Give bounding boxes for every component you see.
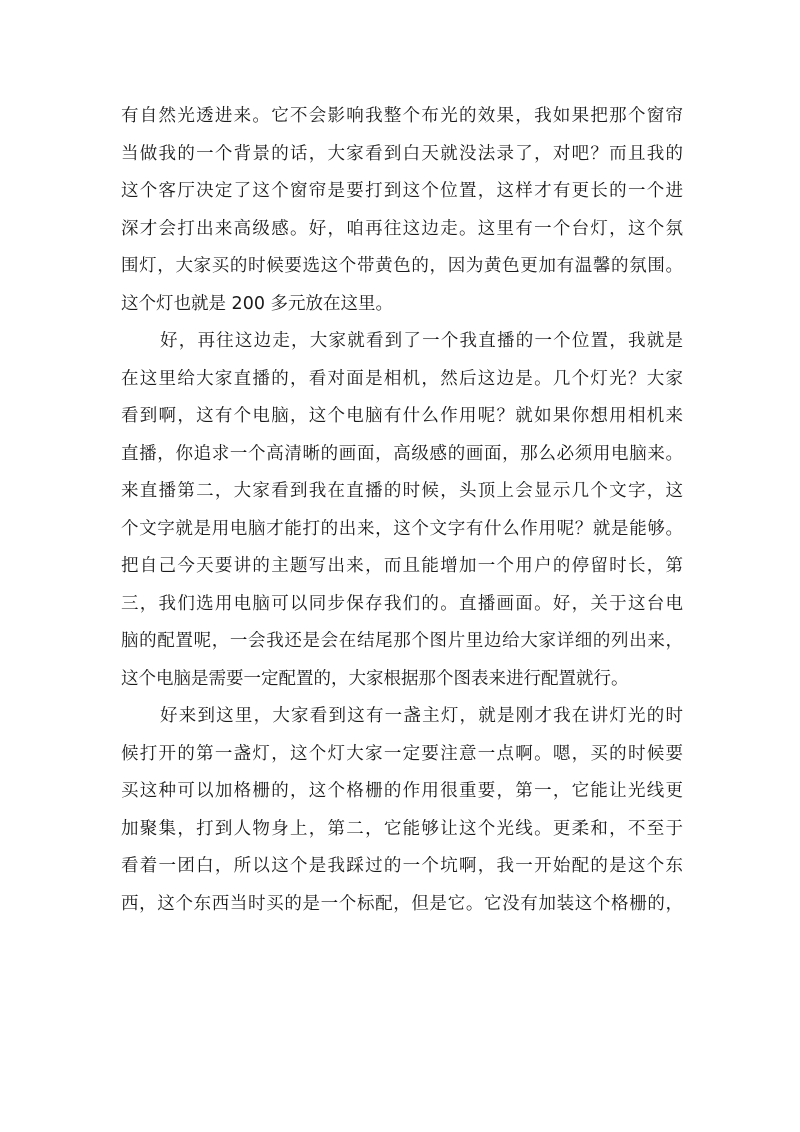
text-line: 个文字就是用电脑才能打的出来，这个文字有什么作用呢？就是能够。: [121, 518, 683, 539]
text-line: 把自己今天要讲的主题写出来，而且能增加一个用户的停留时长，第: [121, 556, 683, 576]
text-line: 直播，你追求一个高清晰的画面，高级感的画面，那么必须用电脑来。: [121, 443, 683, 464]
document-body: [121, 98, 683, 923]
text-line: 当做我的一个背景的话，大家看到白天就没法录了，对吧？而且我的: [121, 143, 683, 164]
text-line: 脑的配置呢，一会我还是会在结尾那个图片里边给大家详细的列出来，: [121, 631, 683, 651]
text-line: 候打开的第一盏灯，这个灯大家一定要注意一点啊。嗯，买的时候要: [121, 743, 683, 764]
paragraph-2: [121, 323, 683, 698]
text-line: 加聚集，打到人物身上，第二，它能够让这个光线。更柔和，不至于: [121, 818, 683, 839]
text-line: 看到啊，这有个电脑，这个电脑有什么作用呢？就如果你想用相机来: [121, 406, 683, 426]
text-line: 这个灯也就是 200 多元放在这里。: [121, 293, 394, 314]
text-line: 来直播第二，大家看到我在直播的时候，头顶上会显示几个文字，这: [121, 481, 683, 501]
text-line: 看着一团白，所以这个是我踩过的一个坑啊，我一开始配的是这个东: [121, 856, 683, 876]
text-line: 买这种可以加格栅的，这个格栅的作用很重要，第一，它能让光线更: [121, 781, 683, 801]
text-line: 这个客厅决定了这个窗帘是要打到这个位置，这样才有更长的一个进: [121, 181, 683, 201]
text-line: 有自然光透进来。它不会影响我整个布光的效果，我如果把那个窗帘: [121, 106, 683, 126]
text-line: 西，这个东西当时买的是一个标配，但是它。它没有加装这个格栅的，: [121, 893, 683, 914]
text-line: 深才会打出来高级感。好，咱再往这边走。这里有一个台灯，这个氛: [121, 218, 683, 239]
text-line: 这个电脑是需要一定配置的，大家根据那个图表来进行配置就行。: [121, 668, 629, 689]
text-line: 围灯，大家买的时候要选这个带黄色的，因为黄色更加有温馨的氛围。: [121, 256, 683, 276]
text-line: 好来到这里，大家看到这有一盏主灯，就是刚才我在讲灯光的时: [160, 706, 683, 726]
text-line: 在这里给大家直播的，看对面是相机，然后这边是。几个灯光？大家: [121, 368, 683, 389]
paragraph-1: [121, 98, 683, 323]
paragraph-3: [121, 698, 683, 923]
text-line: 三，我们选用电脑可以同步保存我们的。直播画面。好，关于这台电: [121, 593, 683, 614]
text-line: 好，再往这边走，大家就看到了一个我直播的一个位置，我就是: [160, 331, 683, 351]
